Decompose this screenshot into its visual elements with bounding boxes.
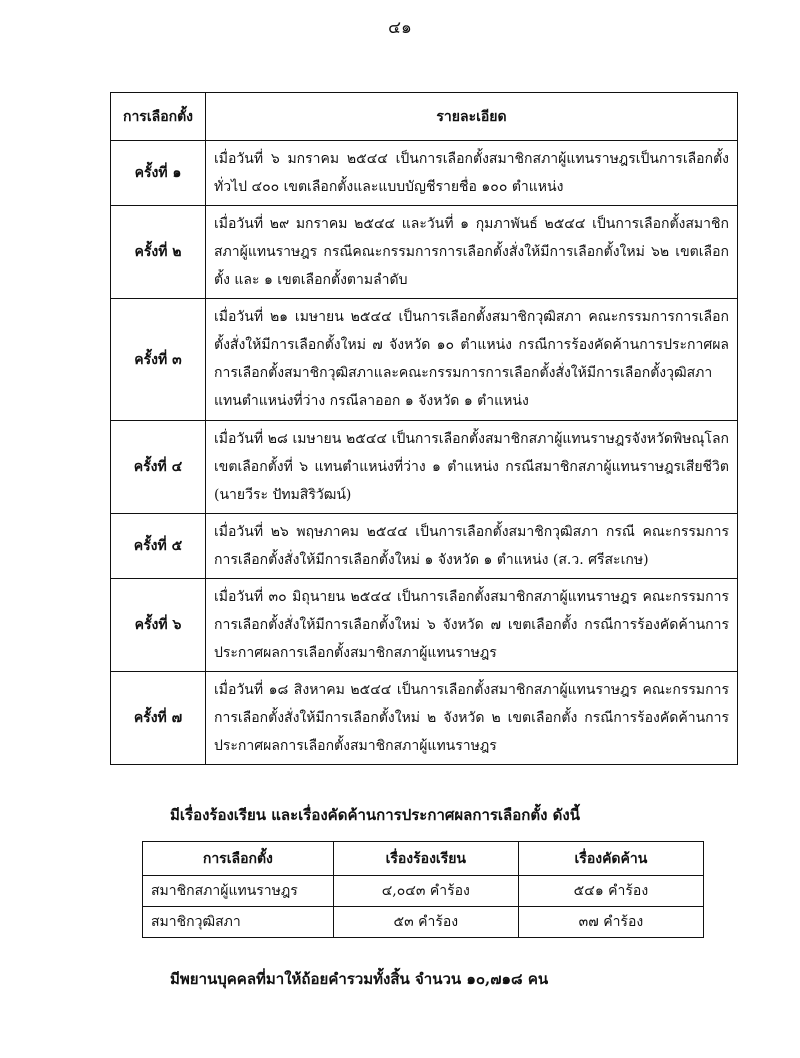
election-type-cell: สมาชิกสภาผู้แทนราษฎร [143,876,334,907]
detail-cell: เมื่อวันที่ ๒๑ เมษายน ๒๕๔๔ เป็นการเลือกตั้งสมาชิกวุฒิสภา คณะกรรมการการเลือกตั้งสั่งให้มีการเลือกตั้งใหม่ ๗ จังหวัด ๑๐ ตำแหน่ง กรณีการร้องคัดค้านการประกาศผลการเลือกตั้งสมาชิกวุฒิสภาและคณะกรรมการการเลือกตั้งสั่งให้มีการเลือกตั้งวุฒิสภาแทนตำแหน่งที่ว่าง กรณีลาออก ๑ จังหวัด ๑ ตำแหน่ง [206,299,738,421]
table-row [111,514,738,579]
intro-text: มีเรื่องร้องเรียน และเรื่องคัดค้านการประกาศผลการเลือกตั้ง ดังนี้ [170,806,580,824]
round-cell: ครั้งที่ ๔ [111,421,206,514]
detail-cell: เมื่อวันที่ ๒๖ พฤษภาคม ๒๕๔๔ เป็นการเลือกตั้งสมาชิกวุฒิสภา กรณี คณะกรรมการการเลือกตั้งสั่งให้มีการเลือกตั้งใหม่ ๑ จังหวัด ๑ ตำแหน่ง (ส.ว. ศรีสะเกษ) [206,514,738,579]
round-cell: ครั้งที่ ๗ [111,672,206,765]
table-row [111,141,738,206]
header-election: การเลือกตั้ง [111,93,206,141]
table-header-row [111,93,738,141]
round-cell: ครั้งที่ ๒ [111,206,206,299]
table-row [111,421,738,514]
complaints-cell: ๔,๐๔๓ คำร้อง [333,876,518,907]
complaints-cell: ๕๓ คำร้อง [333,907,518,938]
table-row [143,876,704,907]
detail-cell: เมื่อวันที่ ๒๙ มกราคม ๒๕๔๔ และวันที่ ๑ กุมภาพันธ์ ๒๕๔๔ เป็นการเลือกตั้งสมาชิกสภาผู้แทนราษฎร กรณีคณะกรรมการการเลือกตั้งสั่งให้มีการเลือกตั้งใหม่ ๖๒ เขตเลือกตั้ง และ ๑ เขตเลือกตั้งตามลำดับ [206,206,738,299]
round-cell: ครั้งที่ ๖ [111,579,206,672]
page-number: ๔๑ [388,18,412,38]
round-cell: ครั้งที่ ๑ [111,141,206,206]
election-table [110,92,738,765]
header-election: การเลือกตั้ง [143,842,334,876]
detail-cell: เมื่อวันที่ ๖ มกราคม ๒๕๔๔ เป็นการเลือกตั้งสมาชิกสภาผู้แทนราษฎรเป็นการเลือกตั้งทั่วไป ๔๐๐ เขตเลือกตั้งและแบบบัญชีรายชื่อ ๑๐๐ ตำแหน่ง [206,141,738,206]
election-type-cell: สมาชิกวุฒิสภา [143,907,334,938]
round-cell: ครั้งที่ ๕ [111,514,206,579]
objections-cell: ๓๗ คำร้อง [518,907,703,938]
table-row [111,672,738,765]
footer-text: มีพยานบุคคลที่มาให้ถ้อยคำรวมทั้งสิ้น จำนวน ๑๐,๗๑๘ คน [170,970,549,988]
header-objections: เรื่องคัดค้าน [518,842,703,876]
table-row [111,206,738,299]
detail-cell: เมื่อวันที่ ๓๐ มิถุนายน ๒๕๔๔ เป็นการเลือกตั้งสมาชิกสภาผู้แทนราษฎร คณะกรรมการการเลือกตั้งสั่งให้มีการเลือกตั้งใหม่ ๖ จังหวัด ๗ เขตเลือกตั้ง กรณีการร้องคัดค้านการประกาศผลการเลือกตั้งสมาชิกสภาผู้แทนราษฎร [206,579,738,672]
detail-cell: เมื่อวันที่ ๑๘ สิงหาคม ๒๕๔๔ เป็นการเลือกตั้งสมาชิกสภาผู้แทนราษฎร คณะกรรมการการเลือกตั้งสั่งให้มีการเลือกตั้งใหม่ ๒ จังหวัด ๒ เขตเลือกตั้ง กรณีการร้องคัดค้านการประกาศผลการเลือกตั้งสมาชิกสภาผู้แทนราษฎร [206,672,738,765]
table-header-row [143,842,704,876]
header-detail: รายละเอียด [206,93,738,141]
header-complaints: เรื่องร้องเรียน [333,842,518,876]
complaint-table [142,841,704,938]
round-cell: ครั้งที่ ๓ [111,299,206,421]
table-row [143,907,704,938]
objections-cell: ๕๔๑ คำร้อง [518,876,703,907]
detail-cell: เมื่อวันที่ ๒๘ เมษายน ๒๕๔๔ เป็นการเลือกตั้งสมาชิกสภาผู้แทนราษฎรจังหวัดพิษณุโลก เขตเลือกตั้งที่ ๖ แทนตำแหน่งที่ว่าง ๑ ตำแหน่ง กรณีสมาชิกสภาผู้แทนราษฎรเสียชีวิต (นายวีระ ปัทมสิริวัฒน์) [206,421,738,514]
table-row [111,579,738,672]
table-row [111,299,738,421]
